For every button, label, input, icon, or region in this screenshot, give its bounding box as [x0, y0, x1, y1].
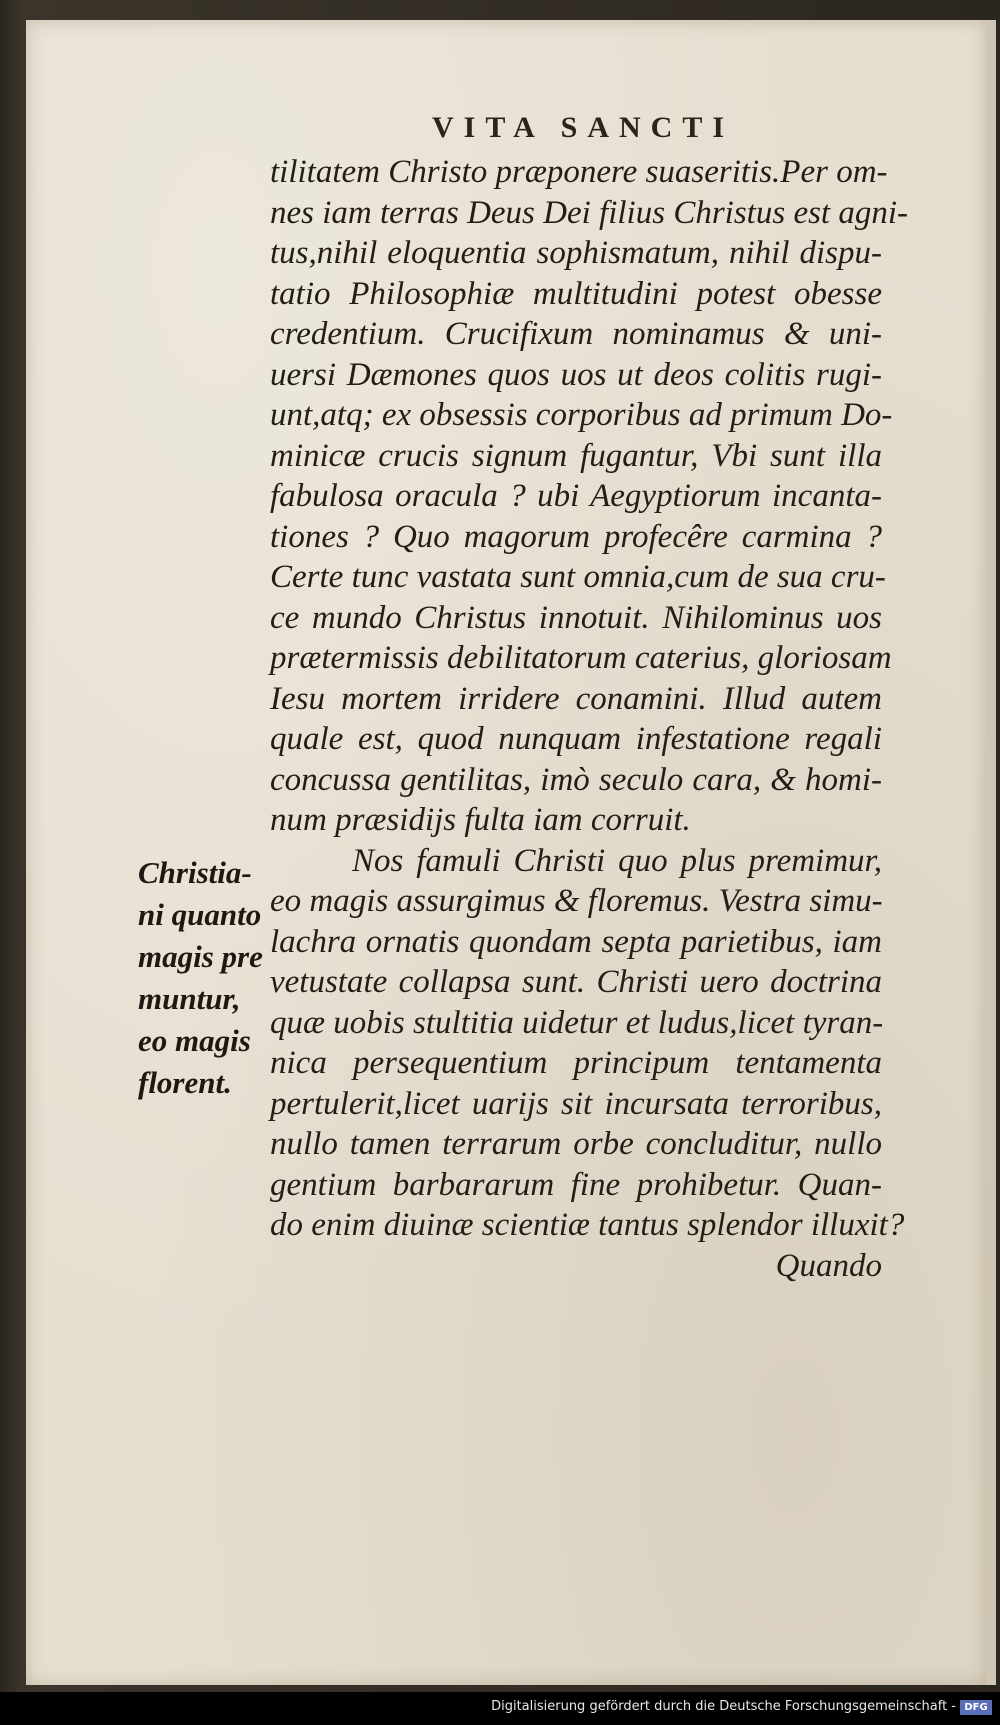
text-line: Iesu mortem irridere conamini. Illud autem	[270, 680, 882, 717]
margin-note-line: eo magis	[138, 1023, 251, 1058]
text-line: nes iam terras Deus Dei filius Christus est agni-	[270, 194, 909, 231]
text-line: tilitatem Christo præponere suaseritis.Per om-	[270, 154, 888, 190]
text-line: eo magis assurgimus & floremus. Vestra simu-	[270, 883, 883, 919]
body-text	[270, 152, 909, 1286]
text-line: tiones ? Quo magorum profecêre carmina ?	[270, 518, 882, 555]
text-line: gentium barbararum fine prohibetur. Quan-	[270, 1166, 882, 1203]
text-line: credentium. Crucifixum nominamus & uni-	[270, 316, 882, 352]
text-line: lachra ornatis quondam septa parietibus, iam	[270, 923, 882, 960]
text-line: tatio Philosophiæ multitudini potest obesse	[270, 275, 882, 312]
text-line: quale est, quod nunquam infestatione regali	[270, 721, 882, 757]
text-line: Nos famuli Christi quo plus premimur,	[352, 842, 882, 879]
text-line: Certe tunc vastata sunt omnia,cum de sua cru-	[270, 559, 886, 595]
text-line: prætermissis debilitatorum caterius, gloriosam	[270, 640, 892, 676]
text-line: tus,nihil eloquentia sophismatum, nihil dispu-	[270, 235, 882, 271]
text-line: num præsidijs fulta iam corruit.	[270, 802, 691, 838]
running-head: VITA SANCTI	[432, 111, 734, 144]
margin-note-line: magis pre	[138, 939, 263, 974]
text-line: concussa gentilitas, imò seculo cara, & homi-	[270, 761, 882, 798]
text-line: pertulerit,licet uarijs sit incursata terroribus,	[270, 1085, 882, 1122]
text-line: nullo tamen terrarum orbe concluditur, nullo	[270, 1126, 882, 1162]
text-line: vetustate collapsa sunt. Christi uero doctrina	[270, 964, 882, 1000]
text-line: minicæ crucis signum fugantur, Vbi sunt illa	[270, 437, 882, 474]
margin-note-line: Christia-	[138, 855, 252, 890]
catchword: Quando	[775, 1247, 882, 1284]
text-line: unt,atq; ex obsessis corporibus ad primum Do-	[270, 397, 893, 433]
margin-note-line: ni quanto	[138, 897, 262, 932]
margin-note	[138, 852, 278, 1104]
margin-note-line: florent.	[138, 1065, 232, 1100]
footer-credit: Digitalisierung gefördert durch die Deutsche Forschungsgemeinschaft -	[491, 1699, 956, 1714]
text-line: fabulosa oracula ? ubi Aegyptiorum incanta-	[270, 478, 882, 514]
footer-bar	[0, 1692, 1000, 1725]
margin-note-line: muntur,	[138, 981, 241, 1016]
text-line: do enim diuinæ scientiæ tantus splendor illuxit?	[270, 1207, 905, 1243]
text-line: uersi Dæmones quos uos ut deos colitis rugi-	[270, 356, 882, 393]
text-line: nica persequentium principum tentamenta	[270, 1045, 882, 1081]
text-line: ce mundo Christus innotuit. Nihilominus uos	[270, 599, 882, 636]
text-line: quæ uobis stultitia uidetur et ludus,licet tyran-	[270, 1004, 884, 1041]
dfg-logo: DFG	[960, 1700, 992, 1715]
